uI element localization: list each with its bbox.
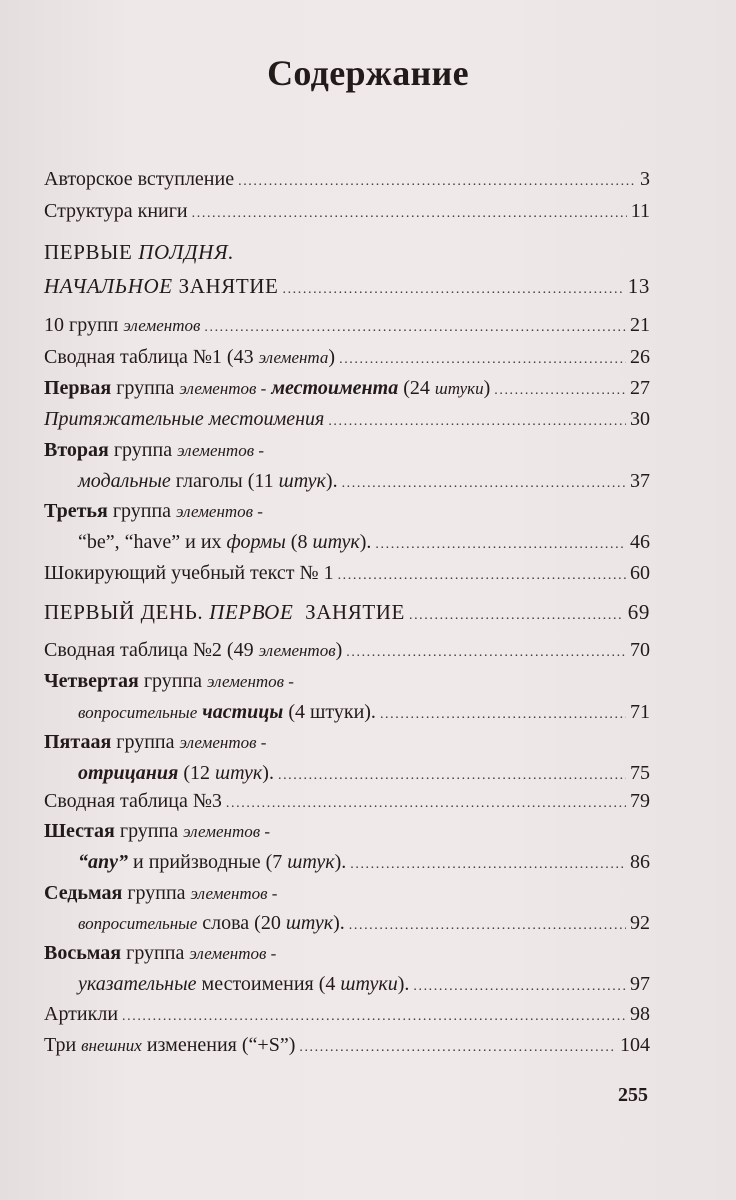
- page-number: 98: [630, 1003, 650, 1025]
- dot-leader: [226, 796, 626, 812]
- page-number: 104: [620, 1034, 650, 1056]
- toc-entry-summary-table-3: Сводная таблица №3 ..... 79: [44, 790, 650, 818]
- page-number: 60: [630, 562, 650, 584]
- toc-entry-group-4-heading: Четвертая группа элементов -: [44, 670, 294, 692]
- page-number: 92: [630, 912, 650, 934]
- dot-leader: [342, 476, 626, 492]
- toc-entry-three-external-changes: Три внешних изменения (“+S”) ..... 104: [44, 1034, 650, 1062]
- dot-leader: [338, 568, 626, 584]
- page-number: 69: [627, 600, 650, 624]
- dot-leader: [349, 918, 626, 934]
- page-title: Содержание: [267, 53, 469, 93]
- toc-entry-group-6-heading: Шестая группа элементов -: [44, 820, 271, 842]
- dot-leader: [380, 707, 626, 723]
- toc-entry-summary-table-2: Сводная таблица №2 (49 элементов) ..... 70: [44, 639, 650, 667]
- page-number: 86: [630, 851, 650, 873]
- dot-leader: [204, 320, 626, 336]
- page-folio: 255: [618, 1084, 648, 1106]
- toc-entry-group-8-heading: Восьмая группа элементов -: [44, 942, 277, 964]
- toc-entry-group-3-heading: Третья группа элементов -: [44, 500, 263, 522]
- page-number: 26: [630, 346, 650, 368]
- dot-leader: [346, 645, 626, 661]
- toc-entry-group-2-heading: Вторая группа элементов -: [44, 439, 265, 461]
- toc-entry-book-structure: Структура книги ..... 11: [44, 200, 650, 228]
- dot-leader: [282, 282, 623, 298]
- dot-leader: [192, 206, 627, 222]
- dot-leader: [278, 768, 626, 784]
- page-number: 46: [630, 531, 650, 553]
- dot-leader: [494, 383, 626, 399]
- toc-entry-group-8: указательные местоимения (4 штуки). ..... 97: [78, 973, 650, 1001]
- toc-entry-summary-table-1: Сводная таблица №1 (43 элемента) ..... 26: [44, 346, 650, 374]
- toc-entry-group-6: “any” и прийзводные (7 штук). ..... 86: [78, 851, 650, 879]
- dot-leader: [122, 1009, 626, 1025]
- toc-entry-authors-intro: Авторское вступление ..... 3: [44, 168, 650, 196]
- page-number: 79: [630, 790, 650, 812]
- dot-leader: [350, 857, 626, 873]
- page-number: 97: [630, 973, 650, 995]
- toc-entry-group-7-heading: Седьмая группа элементов -: [44, 882, 278, 904]
- toc-entry-articles: Артикли ..... 98: [44, 1003, 650, 1031]
- dot-leader: [299, 1040, 616, 1056]
- dot-leader: [328, 414, 626, 430]
- toc-entry-group-5: отрицания (12 штук). ..... 75: [78, 762, 650, 790]
- toc-entry-possessive-pronouns: Притяжательные местоимения ..... 30: [44, 408, 650, 436]
- page-number: 71: [630, 701, 650, 723]
- page-number: 13: [627, 274, 650, 298]
- page-number: 11: [630, 200, 650, 222]
- toc-entry-10-groups: 10 групп элементов ..... 21: [44, 314, 650, 342]
- page-number: 21: [630, 314, 650, 336]
- toc-entry-first-day: ПЕРВЫЙ ДЕНЬ. ПЕРВОЕ ЗАНЯТИЕ ..... 69: [44, 600, 650, 628]
- toc-section-heading: ПЕРВЫЕ ПОЛДНЯ.: [44, 240, 235, 264]
- page-number: 3: [640, 168, 650, 190]
- page-number: 70: [630, 639, 650, 661]
- dot-leader: [409, 608, 624, 624]
- toc-entry-group-3: “be”, “have” и их формы (8 штук). ..... 46: [78, 531, 650, 559]
- toc-entry-group-2: модальные глаголы (11 штук). ..... 37: [78, 470, 650, 498]
- page-number: 30: [630, 408, 650, 430]
- dot-leader: [339, 352, 626, 368]
- page-number: 27: [630, 377, 650, 399]
- page-number: 75: [630, 762, 650, 784]
- toc-entry-shocking-text-1: Шокирующий учебный текст № 1 ..... 60: [44, 562, 650, 590]
- toc-entry-group-1: Первая группа элементов - местоимента (24 штуки) ..... 27: [44, 377, 650, 405]
- dot-leader: [375, 537, 626, 553]
- page-number: 37: [630, 470, 650, 492]
- toc-entry-group-4: вопросительные частицы (4 штуки). ..... 71: [78, 701, 650, 729]
- toc-entry-group-5-heading: Пятаая группа элементов -: [44, 731, 267, 753]
- dot-leader: [413, 979, 626, 995]
- dot-leader: [238, 174, 636, 190]
- toc-entry-initial-lesson: НАЧАЛЬНОЕ ЗАНЯТИЕ ..... 13: [44, 274, 650, 302]
- toc-entry-group-7: вопросительные слова (20 штук). ..... 92: [78, 912, 650, 940]
